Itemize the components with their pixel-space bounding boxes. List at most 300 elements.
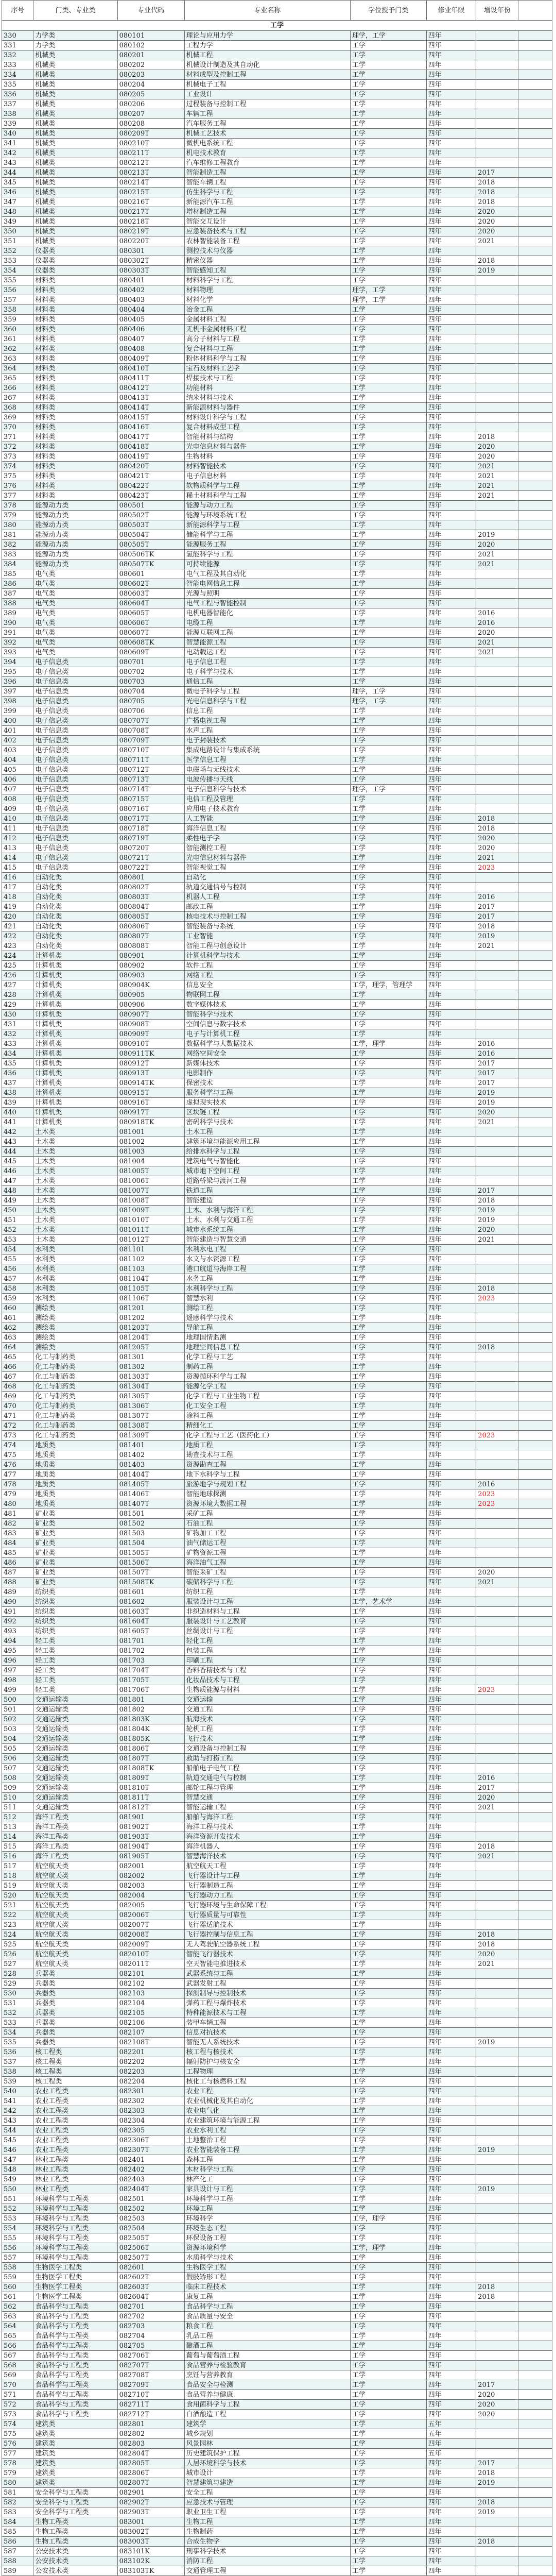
table-row: [2, 2214, 552, 2224]
table-row: [2, 648, 552, 657]
row-duration: 四年: [426, 1255, 476, 1264]
table-row: [2, 1832, 552, 1842]
row-major-name: 自动化: [184, 873, 350, 883]
row-category: 生物医学工程类: [33, 2273, 117, 2282]
row-note: [518, 2439, 552, 2449]
row-major-name: 密码科学与技术: [184, 1117, 350, 1127]
row-major-name: 智慧海洋技术: [184, 1852, 350, 1861]
row-added-year: [476, 2214, 518, 2224]
row-degree: 工学: [350, 1695, 426, 1705]
row-code: 080602T: [117, 579, 184, 589]
row-index: 437: [2, 1078, 33, 1088]
row-major-name: 探测制导与控制技术: [184, 1989, 350, 1998]
row-note: [518, 785, 552, 794]
table-row: [2, 608, 552, 618]
row-code: 080606T: [117, 618, 184, 628]
row-category: 生物医学工程类: [33, 2282, 117, 2292]
row-code: 082107: [117, 2028, 184, 2038]
table-row: [2, 1636, 552, 1646]
row-major-name: 油气储运工程: [184, 1538, 350, 1548]
row-note: [518, 70, 552, 80]
row-note: [518, 305, 552, 315]
table-row: [2, 2165, 552, 2175]
row-code: 080808T: [117, 941, 184, 951]
row-major-name: 勘查技术与工程: [184, 1450, 350, 1460]
row-added-year: [476, 2556, 518, 2566]
row-code: 081305T: [117, 1392, 184, 1401]
row-index: 549: [2, 2175, 33, 2184]
row-index: 487: [2, 1568, 33, 1578]
row-added-year: [476, 1705, 518, 1715]
table-row: [2, 1626, 552, 1636]
row-code: 081701: [117, 1636, 184, 1646]
row-code: 080415T: [117, 413, 184, 422]
row-index: 541: [2, 2096, 33, 2106]
row-index: 458: [2, 1284, 33, 1294]
row-duration: 四年: [426, 824, 476, 834]
table-row: [2, 364, 552, 374]
row-added-year: [476, 383, 518, 393]
row-category: 土木类: [33, 1176, 117, 1186]
row-category: 材料类: [33, 491, 117, 501]
row-duration: 四年: [426, 99, 476, 109]
row-added-year: [476, 1529, 518, 1538]
row-category: 电子信息类: [33, 706, 117, 716]
row-added-year: [476, 2155, 518, 2165]
row-major-name: 资源勘查工程: [184, 1460, 350, 1470]
row-degree: 工学: [350, 550, 426, 560]
row-added-year: 2018: [476, 432, 518, 442]
row-category: 计算机类: [33, 1039, 117, 1049]
row-note: [518, 1460, 552, 1470]
row-major-name: 精密仪器: [184, 256, 350, 266]
row-major-name: 石油工程: [184, 1519, 350, 1529]
table-row: [2, 266, 552, 276]
row-duration: 四年: [426, 50, 476, 60]
row-duration: 四年: [426, 2038, 476, 2047]
row-duration: 四年: [426, 2057, 476, 2067]
row-code: 082709T: [117, 2380, 184, 2390]
row-degree: 工学: [350, 158, 426, 168]
row-degree: 工学: [350, 2341, 426, 2351]
row-code: 082802: [117, 2429, 184, 2439]
row-added-year: [476, 374, 518, 383]
row-code: 081306T: [117, 1401, 184, 1411]
row-index: 418: [2, 892, 33, 902]
row-index: 454: [2, 1245, 33, 1255]
row-major-name: 武器系统与工程: [184, 1969, 350, 1979]
row-major-name: 交通管理工程: [184, 2566, 350, 2576]
table-row: [2, 540, 552, 550]
table-row: [2, 2263, 552, 2273]
row-index: 412: [2, 834, 33, 843]
row-code: 081807T: [117, 1754, 184, 1764]
header-index: 序号: [2, 1, 33, 21]
row-code: 081704T: [117, 1666, 184, 1675]
header-note: [518, 1, 552, 21]
row-major-name: 智能地球探测: [184, 1489, 350, 1499]
row-category: 电子信息类: [33, 667, 117, 677]
table-row: [2, 843, 552, 853]
row-index: 349: [2, 217, 33, 227]
table-row: [2, 2390, 552, 2400]
table-row: [2, 1421, 552, 1431]
row-index: 371: [2, 432, 33, 442]
row-added-year: 2017: [476, 912, 518, 922]
table-row: [2, 2468, 552, 2478]
table-row: [2, 1137, 552, 1147]
row-category: 机械类: [33, 80, 117, 90]
table-row: [2, 1646, 552, 1656]
row-note: [518, 295, 552, 305]
row-category: 化工与制药类: [33, 1392, 117, 1401]
table-row: [2, 227, 552, 236]
row-major-name: 轨道交通电气与控制: [184, 1773, 350, 1783]
row-code: 081502: [117, 1519, 184, 1529]
row-degree: 工学: [350, 1812, 426, 1822]
row-index: 525: [2, 1940, 33, 1950]
row-note: [518, 1881, 552, 1891]
row-category: 生物工程类: [33, 2537, 117, 2547]
row-degree: 工学: [350, 530, 426, 540]
row-major-name: 工业智能: [184, 931, 350, 941]
row-index: 414: [2, 853, 33, 863]
row-index: 450: [2, 1206, 33, 1215]
row-index: 572: [2, 2400, 33, 2410]
row-category: 水利类: [33, 1294, 117, 1303]
row-note: [518, 1666, 552, 1675]
row-category: 电子信息类: [33, 814, 117, 824]
row-note: [518, 1284, 552, 1294]
table-row: [2, 1568, 552, 1578]
row-index: 523: [2, 1920, 33, 1930]
row-added-year: 2020: [476, 452, 518, 462]
row-code: 080910T: [117, 1039, 184, 1049]
row-major-name: 智能装备与系统: [184, 922, 350, 931]
row-degree: 工学: [350, 2233, 426, 2243]
table-row: [2, 1793, 552, 1803]
row-major-name: 智能飞行器技术: [184, 1950, 350, 1959]
row-added-year: [476, 1920, 518, 1930]
row-added-year: [476, 736, 518, 745]
table-row: [2, 70, 552, 80]
row-note: [518, 325, 552, 334]
row-note: [518, 1509, 552, 1519]
row-index: 448: [2, 1186, 33, 1196]
row-category: 食品科学与工程类: [33, 2370, 117, 2380]
row-duration: 四年: [426, 256, 476, 266]
row-category: 计算机类: [33, 1029, 117, 1039]
row-major-name: 过程装备与控制工程: [184, 99, 350, 109]
row-note: [518, 1617, 552, 1626]
row-added-year: [476, 1538, 518, 1548]
row-major-name: 智能电网信息工程: [184, 579, 350, 589]
row-note: [518, 990, 552, 1000]
table-row: [2, 1910, 552, 1920]
row-note: [518, 1764, 552, 1773]
row-category: 机械类: [33, 158, 117, 168]
table-row: [2, 530, 552, 540]
row-added-year: [476, 1157, 518, 1166]
row-note: [518, 736, 552, 745]
row-index: 387: [2, 589, 33, 599]
table-row: [2, 922, 552, 931]
table-row: [2, 1196, 552, 1206]
row-note: [518, 2233, 552, 2243]
row-added-year: [476, 2312, 518, 2321]
row-added-year: [476, 119, 518, 129]
row-category: 材料类: [33, 325, 117, 334]
row-code: 083103TK: [117, 2566, 184, 2576]
row-code: 080220T: [117, 236, 184, 246]
row-index: 338: [2, 109, 33, 119]
row-index: 524: [2, 1930, 33, 1940]
row-major-name: 土木工程: [184, 1127, 350, 1137]
row-code: 082710T: [117, 2390, 184, 2400]
row-note: [518, 364, 552, 374]
row-code: 081104T: [117, 1274, 184, 1284]
row-category: 材料类: [33, 285, 117, 295]
row-note: [518, 1480, 552, 1489]
row-degree: 工学: [350, 1881, 426, 1891]
row-code: 082108T: [117, 2038, 184, 2047]
row-index: 430: [2, 1010, 33, 1020]
row-degree: 工学: [350, 227, 426, 236]
row-note: [518, 2478, 552, 2488]
row-added-year: 2021: [476, 1578, 518, 1587]
row-code: 080911TK: [117, 1049, 184, 1059]
row-major-name: 数据科学与大数据技术: [184, 1039, 350, 1049]
row-category: 电子信息类: [33, 853, 117, 863]
row-added-year: [476, 677, 518, 687]
row-note: [518, 912, 552, 922]
row-major-name: 能源化学工程: [184, 1382, 350, 1392]
table-row: [2, 285, 552, 295]
table-row: [2, 462, 552, 471]
row-major-name: 特种能源技术与工程: [184, 2008, 350, 2018]
row-added-year: [476, 315, 518, 325]
row-category: 化工与制药类: [33, 1411, 117, 1421]
table-row: [2, 60, 552, 70]
table-row: [2, 2400, 552, 2410]
row-index: 334: [2, 70, 33, 80]
row-index: 467: [2, 1372, 33, 1382]
row-index: 558: [2, 2263, 33, 2273]
row-note: [518, 706, 552, 716]
row-category: 电气类: [33, 589, 117, 599]
row-added-year: 2021: [476, 471, 518, 481]
row-added-year: 2017: [476, 1186, 518, 1196]
row-added-year: 2020: [476, 2390, 518, 2400]
row-duration: 四年: [426, 2008, 476, 2018]
row-code: 081505T: [117, 1548, 184, 1558]
row-degree: 工学: [350, 2537, 426, 2547]
row-index: 529: [2, 1979, 33, 1989]
row-major-name: 电磁场与无线技术: [184, 765, 350, 775]
row-index: 568: [2, 2361, 33, 2370]
row-major-name: 林产化工: [184, 2175, 350, 2184]
row-added-year: [476, 1822, 518, 1832]
row-duration: 四年: [426, 1558, 476, 1568]
row-note: [518, 2087, 552, 2096]
table-row: [2, 295, 552, 305]
row-added-year: 2020: [476, 843, 518, 853]
row-major-name: 空天智能电推进技术: [184, 1959, 350, 1969]
table-row: [2, 1538, 552, 1548]
row-degree: 工学: [350, 755, 426, 765]
row-index: 379: [2, 511, 33, 520]
table-row: [2, 2224, 552, 2233]
table-row: [2, 1010, 552, 1020]
row-category: 土木类: [33, 1186, 117, 1196]
row-degree: 工学: [350, 569, 426, 579]
row-category: 土木类: [33, 1127, 117, 1137]
row-duration: 四年: [426, 1392, 476, 1401]
row-added-year: [476, 2224, 518, 2233]
row-index: 395: [2, 667, 33, 677]
row-note: [518, 256, 552, 266]
row-index: 547: [2, 2155, 33, 2165]
row-code: 082503: [117, 2214, 184, 2224]
row-code: 081308T: [117, 1421, 184, 1431]
row-major-name: 无人驾驶航空器系统工程: [184, 1940, 350, 1950]
row-degree: 工学: [350, 716, 426, 726]
row-duration: 四年: [426, 589, 476, 599]
row-major-name: 工业设计: [184, 90, 350, 99]
row-major-name: 生物材料: [184, 452, 350, 462]
row-added-year: [476, 1666, 518, 1675]
row-code: 080212T: [117, 158, 184, 168]
row-duration: 四年: [426, 462, 476, 471]
row-added-year: 2020: [476, 1950, 518, 1959]
row-category: 农业工程类: [33, 2145, 117, 2155]
row-code: 080802T: [117, 883, 184, 892]
row-note: [518, 90, 552, 99]
row-index: 392: [2, 638, 33, 648]
row-code: 080709T: [117, 736, 184, 745]
row-added-year: 2019: [476, 2184, 518, 2194]
row-major-name: 粉体材料科学与工程: [184, 354, 350, 364]
section-row: [2, 21, 552, 31]
row-duration: 四年: [426, 90, 476, 99]
row-major-name: 制药工程: [184, 1362, 350, 1372]
row-added-year: [476, 873, 518, 883]
row-category: 能源动力类: [33, 501, 117, 511]
row-code: 080912T: [117, 1059, 184, 1069]
row-added-year: 2020: [476, 227, 518, 236]
row-category: 计算机类: [33, 1020, 117, 1029]
row-degree: 工学: [350, 1294, 426, 1303]
row-index: 397: [2, 687, 33, 697]
row-code: 081506T: [117, 1558, 184, 1568]
row-code: 080608TK: [117, 638, 184, 648]
row-duration: 四年: [426, 1519, 476, 1529]
row-degree: 工学: [350, 246, 426, 256]
row-note: [518, 1255, 552, 1264]
row-major-name: 信息工程: [184, 706, 350, 716]
row-duration: 四年: [426, 1910, 476, 1920]
row-major-name: 飞行器动力工程: [184, 1891, 350, 1901]
row-index: 424: [2, 951, 33, 961]
row-note: [518, 1861, 552, 1871]
row-duration: 四年: [426, 1940, 476, 1950]
row-degree: 工学: [350, 2263, 426, 2273]
row-major-name: 碳储科学与工程: [184, 1578, 350, 1587]
row-category: 生物医学工程类: [33, 2292, 117, 2302]
header-category: 门类、专业类: [33, 1, 117, 21]
row-index: 508: [2, 1773, 33, 1783]
row-degree: 工学: [350, 442, 426, 452]
row-category: 纺织类: [33, 1607, 117, 1617]
row-duration: 四年: [426, 393, 476, 403]
row-index: 503: [2, 1724, 33, 1734]
row-added-year: [476, 2204, 518, 2214]
row-note: [518, 2047, 552, 2057]
row-duration: 四年: [426, 1450, 476, 1460]
row-major-name: 职业卫生工程: [184, 2507, 350, 2517]
row-code: 082106: [117, 2018, 184, 2028]
row-category: 食品科学与工程类: [33, 2390, 117, 2400]
row-category: 电气类: [33, 638, 117, 648]
row-code: 080917T: [117, 1108, 184, 1117]
row-degree: 工学: [350, 364, 426, 374]
row-duration: 四年: [426, 1264, 476, 1274]
row-category: 材料类: [33, 305, 117, 315]
row-degree: 工学: [350, 2067, 426, 2077]
row-code: 080408: [117, 344, 184, 354]
row-code: 081804K: [117, 1724, 184, 1734]
row-duration: 四年: [426, 922, 476, 931]
row-note: [518, 1920, 552, 1930]
table-row: [2, 892, 552, 902]
row-major-name: 物联网工程: [184, 990, 350, 1000]
row-category: 计算机类: [33, 1059, 117, 1069]
row-added-year: [476, 2439, 518, 2449]
row-index: 463: [2, 1333, 33, 1343]
row-note: [518, 2390, 552, 2400]
row-degree: 工学: [350, 2331, 426, 2341]
row-code: 082804T: [117, 2449, 184, 2459]
table-row: [2, 1147, 552, 1157]
row-degree: 工学: [350, 2439, 426, 2449]
row-index: 495: [2, 1646, 33, 1656]
table-row: [2, 2556, 552, 2566]
row-major-name: 网络空间安全: [184, 1049, 350, 1059]
row-code: 081501: [117, 1509, 184, 1519]
row-category: 电子信息类: [33, 834, 117, 843]
table-row: [2, 491, 552, 501]
row-index: 485: [2, 1548, 33, 1558]
table-row: [2, 1587, 552, 1597]
row-duration: 四年: [426, 2028, 476, 2038]
row-degree: 工学: [350, 462, 426, 471]
row-index: 453: [2, 1235, 33, 1245]
row-category: 仪器类: [33, 266, 117, 276]
row-category: 电子信息类: [33, 775, 117, 785]
row-added-year: [476, 755, 518, 765]
row-duration: 四年: [426, 1617, 476, 1626]
row-note: [518, 2194, 552, 2204]
row-code: 080506TK: [117, 550, 184, 560]
row-duration: 四年: [426, 1196, 476, 1206]
row-code: 082807T: [117, 2478, 184, 2488]
row-added-year: 2018: [476, 178, 518, 188]
row-note: [518, 1646, 552, 1656]
row-degree: 工学: [350, 599, 426, 608]
row-duration: 四年: [426, 834, 476, 843]
row-major-name: 智能视觉工程: [184, 863, 350, 873]
row-category: 材料类: [33, 413, 117, 422]
